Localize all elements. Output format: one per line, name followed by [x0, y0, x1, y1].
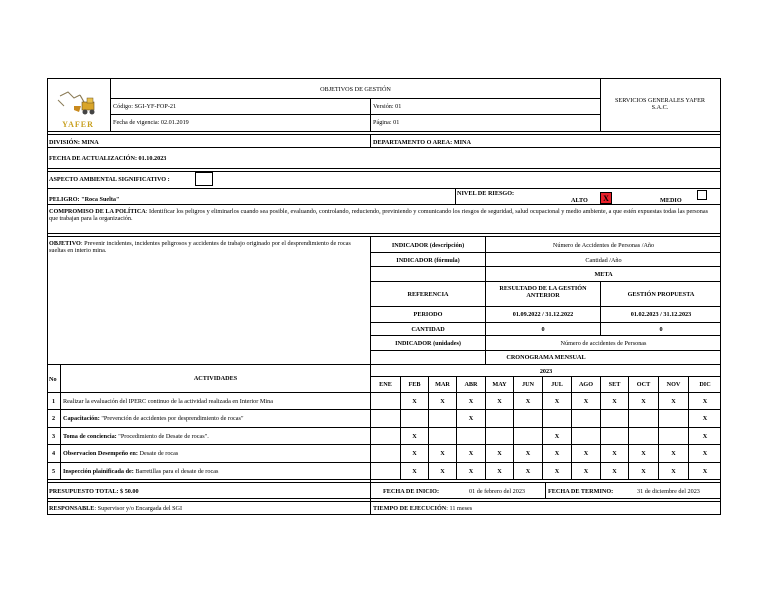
risk-high-label: ALTO [571, 197, 588, 204]
schedule-mark-abr: X [468, 450, 474, 457]
hazard-label: PELIGRO: "Roca Suelta" [49, 196, 120, 203]
schedule-mark-dic: X [702, 433, 708, 440]
schedule-mark-feb: X [412, 468, 417, 475]
month-header-nov: NOV [666, 381, 681, 388]
schedule-mark-may: X [497, 398, 502, 405]
indicator-units-label: INDICADOR (unidades) [395, 340, 461, 347]
indicator-units-value: Número de accidentes de Personas [560, 340, 647, 347]
schedule-mark-nov: X [671, 450, 676, 457]
activities-header: ACTIVIDADES [193, 375, 238, 382]
policy-commitment-text: : Identificar los peligros y eliminarlos cuando sea posible, evaluando, controlando, reduciendo, previniendo y comunicando los riesgos de seguridad, salud ocupacional y medio ambiente, a que estén expuestas todas las personas que trabajan para la organización. [49, 208, 708, 222]
goal-label: META [594, 271, 613, 278]
execution-time-label: TIEMPO DE EJECUCIÓN [373, 505, 447, 512]
activity-number: 2 [51, 415, 56, 422]
objective-text: : Prevenir incidentes, incidentes peligrosos y accidentes de trabajo originado por el desprendimiento de rocas sueltas en interio mina. [49, 240, 351, 254]
policy-commitment-label: COMPROMISO DE LA POLÍTICA [49, 208, 146, 215]
reference-label: REFERENCIA [407, 291, 449, 298]
environmental-aspect-checkbox[interactable] [195, 172, 213, 186]
proposed-management-label: GESTIÓN PROPUESTA [627, 291, 695, 298]
schedule-mark-ago: X [583, 468, 589, 475]
policy-commitment [49, 208, 717, 222]
execution-time-value: : 11 meses [446, 505, 473, 512]
schedule-mark-ago: X [583, 398, 589, 405]
schedule-mark-oct: X [641, 450, 646, 457]
month-header-abr: ABR [464, 381, 478, 388]
indicator-description-value: Número de Accidentes de Personas /Año [552, 242, 655, 249]
previous-result-label: RESULTADO DE LA GESTIÓN ANTERIOR [499, 285, 587, 299]
responsible-value: : Supervisor y/o Encargada del SGI [94, 505, 183, 512]
schedule-mark-feb: X [412, 433, 417, 440]
indicator-formula-value: Cantidad /Año [585, 257, 622, 264]
risk-medium-checkbox[interactable] [697, 190, 707, 200]
schedule-mark-abr: X [468, 415, 474, 422]
activity-text: Barretillas para el desate de rocas [133, 468, 219, 475]
schedule-mark-set: X [612, 398, 617, 405]
company-name: SERVICIOS GENERALES YAFER S.A.C. [614, 97, 706, 111]
month-header-set: SET [608, 381, 621, 388]
risk-medium-label: MEDIO [660, 197, 682, 204]
responsible-label: RESPONSABLE [49, 505, 95, 512]
document-code: Código: SGI-YF-FOP-21 [113, 103, 177, 110]
previous-quantity: 0 [541, 326, 545, 333]
month-header-oct: OCT [636, 381, 651, 388]
end-date: 31 de diciembre del 2023 [637, 488, 700, 495]
month-header-jul: JUL [551, 381, 563, 388]
environmental-aspect-label: ASPECTO AMBIENTAL SIGNIFICATIVO : [49, 176, 170, 183]
month-header-mar: MAR [435, 381, 450, 388]
activity-text: Desate de rocas [137, 450, 179, 457]
risk-level-label: NIVEL DE RIESGO: [457, 190, 515, 197]
schedule-mark-oct: X [641, 468, 646, 475]
responsible [49, 505, 182, 512]
proposed-quantity: 0 [659, 326, 663, 333]
schedule-mark-set: X [612, 450, 617, 457]
document-version: Versión: 01 [373, 103, 402, 110]
schedule-mark-jul: X [554, 398, 560, 405]
document-page: Página: 01 [373, 119, 400, 126]
indicator-description-label: INDICADOR (descripción) [391, 242, 465, 249]
schedule-mark-dic: X [702, 450, 708, 457]
document-title: OBJETIVOS DE GESTIÓN [320, 86, 391, 93]
quantity-label: CANTIDAD [411, 326, 445, 333]
period-label: PERIODO [413, 311, 443, 318]
schedule-mark-oct: X [641, 398, 646, 405]
execution-time [373, 505, 472, 512]
schedule-mark-abr: X [468, 468, 474, 475]
schedule-mark-feb: X [412, 450, 417, 457]
risk-high-checkbox[interactable] [600, 192, 612, 204]
activity-text: "Prevención de accidentes por desprendimiento de rocas" [99, 415, 244, 422]
start-date: 01 de febrero del 2023 [469, 488, 526, 495]
proposed-period: 01.02.2023 / 31.12.2023 [630, 311, 692, 318]
update-date: FECHA DE ACTUALIZACIÓN: 01.10.2023 [49, 155, 167, 162]
schedule-mark-dic: X [702, 468, 708, 475]
schedule-year: 2023 [539, 368, 553, 375]
activity-text: Realizar la evaluación del IPERC continuo de la actividad realizada en Interior Mina [63, 398, 273, 405]
monthly-schedule-title: CRONOGRAMA MENSUAL [506, 354, 586, 361]
schedule-mark-may: X [497, 450, 502, 457]
schedule-mark-jul: X [554, 433, 560, 440]
schedule-mark-jul: X [554, 468, 560, 475]
activity-type: Observacion Desempeño en: [63, 450, 138, 457]
schedule-mark-ago: X [583, 450, 589, 457]
schedule-mark-mar: X [440, 398, 445, 405]
department-label: DEPARTAMENTO O AREA: MINA [373, 139, 471, 146]
schedule-mark-set: X [612, 468, 617, 475]
schedule-mark-mar: X [440, 468, 445, 475]
month-header-jun: JUN [521, 381, 535, 388]
schedule-mark-jun: X [525, 398, 531, 405]
schedule-mark-dic: X [702, 415, 708, 422]
logo [54, 86, 104, 132]
activity-number: 5 [51, 468, 56, 475]
schedule-mark-jul: X [554, 450, 560, 457]
activity-description [63, 433, 209, 440]
schedule-mark-feb: X [412, 398, 417, 405]
schedule-mark-nov: X [671, 398, 676, 405]
schedule-mark-jun: X [525, 450, 531, 457]
activity-number: 3 [51, 433, 56, 440]
logo-text: YAFER [62, 120, 94, 129]
row-number-header: No [49, 376, 57, 383]
month-header-dic: DIC [699, 381, 711, 388]
start-date-label: FECHA DE INICIO: [383, 488, 440, 495]
activity-type: Capacitación: [63, 415, 100, 422]
division-label: DIVISIÓN: MINA [49, 139, 99, 146]
month-header-ago: AGO [578, 381, 594, 388]
month-header-feb: FEB [408, 381, 421, 388]
risk-high-mark: X [603, 194, 609, 203]
previous-period: 01.09.2022 / 31.12.2022 [512, 311, 574, 318]
activity-text: "Procedimiento de Desate de rocas". [116, 433, 209, 440]
schedule-mark-mar: X [440, 450, 445, 457]
schedule-mark-jun: X [525, 468, 531, 475]
objective-label: OBJETIVO [49, 240, 81, 247]
schedule-mark-nov: X [671, 468, 676, 475]
activity-description [63, 468, 218, 475]
activity-description [63, 398, 273, 405]
activity-number: 4 [51, 450, 56, 457]
total-budget: PRESUPUESTO TOTAL: $ 50.00 [49, 488, 139, 495]
activity-description [63, 450, 178, 457]
document-validity-date: Fecha de vigencia: 02.01.2019 [113, 119, 189, 126]
schedule-mark-dic: X [702, 398, 708, 405]
schedule-mark-abr: X [468, 398, 474, 405]
activity-number: 1 [51, 398, 56, 405]
month-header-ene: ENE [379, 381, 392, 388]
activity-type: Inspección plainificada de: [63, 468, 134, 475]
month-header-may: MAY [492, 381, 507, 388]
schedule-mark-may: X [497, 468, 502, 475]
end-date-label: FECHA DE TERMINO: [548, 488, 614, 495]
indicator-formula-label: INDICADOR (fórmula) [396, 257, 460, 264]
activity-description [63, 415, 243, 422]
activity-type: Toma de conciencia: [63, 433, 117, 440]
objective [49, 240, 367, 254]
